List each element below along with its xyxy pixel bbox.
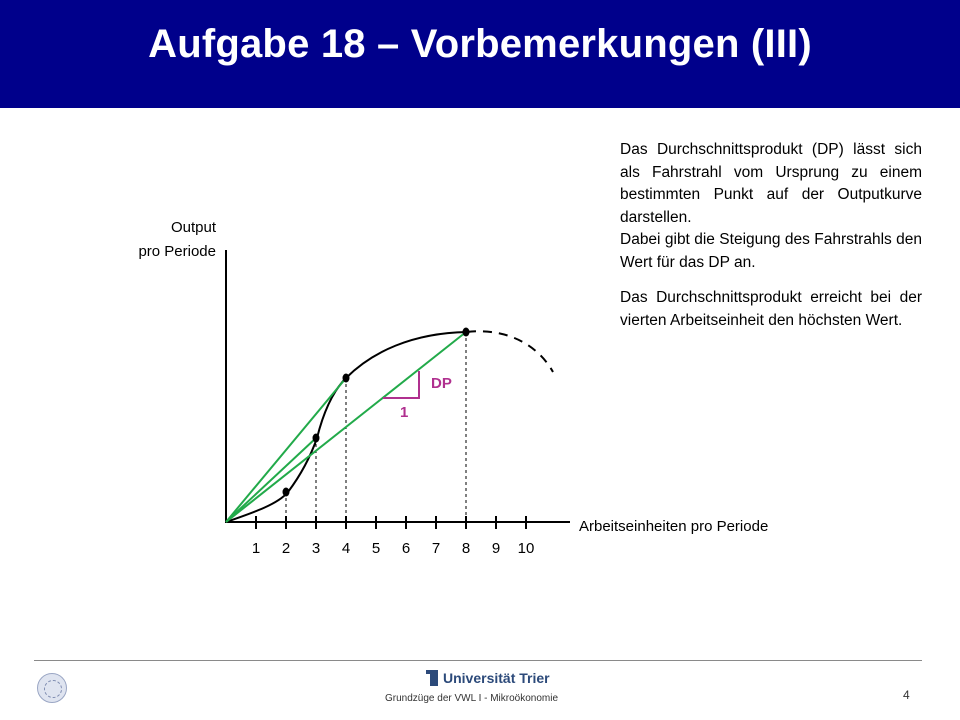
- university-name: Universität Trier: [443, 670, 550, 686]
- x-tick-label-7: 7: [431, 540, 441, 557]
- explanation-paragraph-1: Das Durchschnittsprodukt (DP) lässt sich als Fahrstrahl vom Ursprung zu einem bestimmten Punkt auf der Outputkurve darstellen.: [620, 141, 922, 226]
- x-tick-label-4: 4: [341, 540, 351, 557]
- x-tick-label-1: 1: [251, 540, 261, 557]
- x-tick-label-3: 3: [311, 540, 321, 557]
- x-tick-label-10: 10: [517, 540, 535, 557]
- curve-point-unit-3: [313, 434, 320, 443]
- curve-point-unit-2: [283, 488, 290, 497]
- x-tick-label-8: 8: [461, 540, 471, 557]
- slide-title: Aufgabe 18 – Vorbemerkungen (III): [148, 22, 812, 66]
- footer-divider: [34, 660, 922, 661]
- university-logo-icon: [430, 670, 438, 686]
- x-tick-label-5: 5: [371, 540, 381, 557]
- curve-point-unit-8: [463, 328, 470, 337]
- ray-to-unit-3: [226, 438, 316, 522]
- x-tick-label-9: 9: [491, 540, 501, 557]
- university-logo: [430, 668, 550, 688]
- x-axis-label: Arbeitseinheiten pro Periode: [579, 518, 769, 535]
- explanation-text: [620, 139, 922, 332]
- page-number: 4: [903, 688, 910, 702]
- x-tick-label-6: 6: [401, 540, 411, 557]
- slope-triangle-dp-label: DP: [431, 375, 452, 392]
- y-axis-label-line2: pro Periode: [138, 243, 216, 260]
- slope-triangle-run-label: 1: [400, 404, 409, 421]
- curve-points: [283, 328, 470, 497]
- curve-point-unit-4: [343, 374, 350, 383]
- unit-guides: [286, 332, 466, 522]
- course-name: Grundzüge der VWL I - Mikroökonomie: [385, 693, 559, 704]
- y-axis-label-line1: Output: [170, 219, 216, 236]
- output-curve-dashed: [467, 331, 553, 372]
- x-tick-label-2: 2: [281, 540, 291, 557]
- explanation-paragraph-3: Das Durchschnittsprodukt erreicht bei der vierten Arbeitseinheit den höchsten Wert.: [620, 289, 922, 329]
- university-seal-icon: [37, 673, 67, 703]
- x-axis-tick-labels: [252, 540, 535, 557]
- explanation-paragraph-2: Dabei gibt die Steigung des Fahrstrahls den Wert für das DP an.: [620, 231, 922, 271]
